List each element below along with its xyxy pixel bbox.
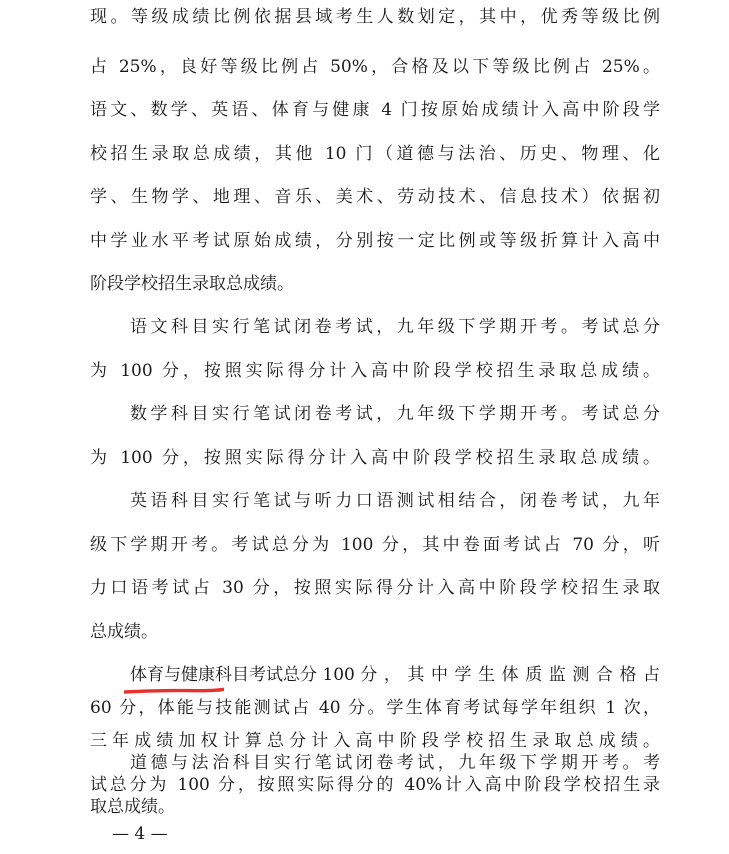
highlighted-phrase <box>130 661 377 689</box>
text-line: 语文科目实行笔试闭卷考试，九年级下学期开考。考试总分 <box>130 317 660 337</box>
text-line: 学、生物学、地理、音乐、美术、劳动技术、信息技术）依据初 <box>90 187 660 207</box>
text-fragment: ，其中学生体质监测合格占 <box>377 665 660 685</box>
text-line: 英语科目实行笔试与听力口语测试相结合，闭卷考试，九年 <box>130 491 660 511</box>
text-line: 校招生录取总成绩，其他 10 门（道德与法治、历史、物理、化 <box>90 144 660 164</box>
text-line: 试总分为 100 分，按照实际得分的 40%计入高中阶段学校招生录 <box>90 775 660 795</box>
text-line: 60 分，体能与技能测试占 40 分。学生体育考试每学年组织 1 次， <box>90 698 660 718</box>
page-number: — 4 — <box>112 824 168 844</box>
text-line: 占 25%，良好等级比例占 50%，合格及以下等级比例占 25%。 <box>90 57 660 77</box>
text-line: 三年成绩加权计算总分计入高中阶段学校招生录取总成绩。 <box>90 731 660 751</box>
text-line: 总成绩。 <box>90 622 158 642</box>
highlighted-phrase-text: 体育与健康科目考试总分 100 分 <box>130 665 378 685</box>
text-line: 现。等级成绩比例依据县域考生人数划定，其中，优秀等级比例 <box>90 7 660 27</box>
highlighted-text-line <box>130 661 660 689</box>
text-line: 级下学期开考。考试总分为 100 分，其中卷面考试占 70 分，听 <box>90 535 660 555</box>
text-line: 道德与法治科目实行笔试闭卷考试，九年级下学期开考。考 <box>130 753 660 773</box>
text-line: 语文、数学、英语、体育与健康 4 门按原始成绩计入高中阶段学 <box>90 100 660 120</box>
text-line: 数学科目实行笔试闭卷考试，九年级下学期开考。考试总分 <box>130 404 660 424</box>
text-line: 阶段学校招生录取总成绩。 <box>90 274 294 294</box>
text-line: 中学业水平考试原始成绩，分别按一定比例或等级折算计入高中 <box>90 231 660 251</box>
text-line: 取总成绩。 <box>90 797 175 817</box>
text-line: 为 100 分，按照实际得分计入高中阶段学校招生录取总成绩。 <box>90 448 660 468</box>
text-line: 为 100 分，按照实际得分计入高中阶段学校招生录取总成绩。 <box>90 361 660 381</box>
text-line: 力口语考试占 30 分，按照实际得分计入高中阶段学校招生录取 <box>90 578 660 598</box>
